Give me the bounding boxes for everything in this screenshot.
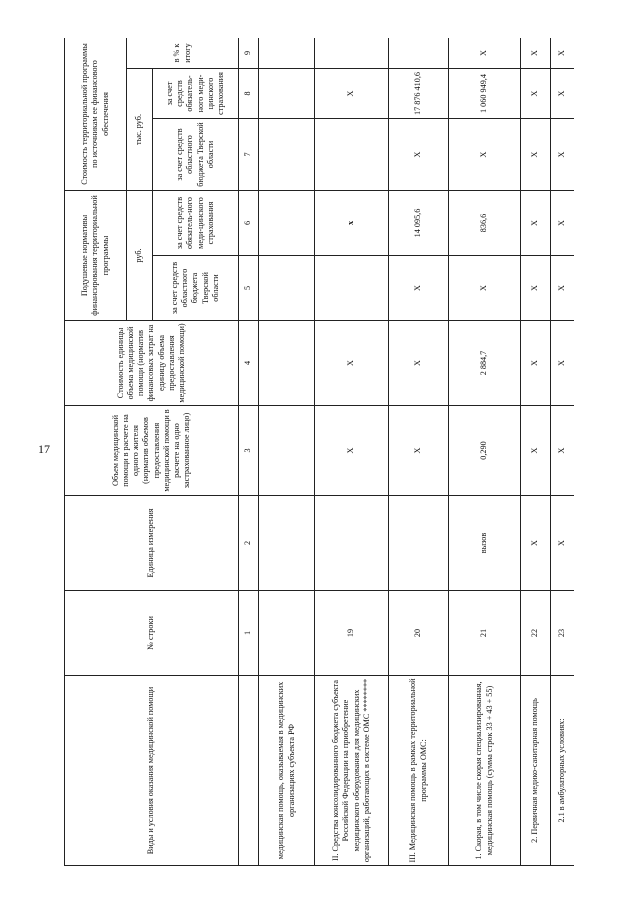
row-volume: 0,290 (449, 406, 521, 496)
row-value-budget: X (449, 119, 521, 191)
row-unit: X (551, 496, 575, 591)
row-value-oms (259, 69, 315, 119)
row-norm-budget (315, 256, 389, 321)
header-value-oms: за счет средств обязатель-ного меди-цинского страхования (153, 69, 239, 119)
header-type: Виды и условия оказания медицинской помощи (65, 676, 239, 866)
table-row (551, 38, 575, 866)
table-container (64, 38, 574, 866)
row-value-oms: X (315, 69, 389, 119)
row-type: 1. Скорая, в том числе скорая специализированная, медицинская помощь (сумма строк 33 + 43 + 55) (449, 676, 521, 866)
row-cost: X (551, 321, 575, 406)
col-number: 1 (239, 591, 259, 676)
header-value-budget: за счет средств областного бюджета Тверской области (153, 119, 239, 191)
row-percent (389, 38, 449, 69)
row-volume: X (315, 406, 389, 496)
row-value-budget (315, 119, 389, 191)
table-row (449, 38, 521, 866)
row-norm-budget (259, 256, 315, 321)
row-type: III. Медицинская помощь в рамках территориальной программы ОМС: (389, 676, 449, 866)
header-cost: Стоимость единицы объема медицинской помощи (норматив финансовых затрат на единицу объема предоставления медицинской помощи) (65, 321, 239, 406)
row-value-budget: X (389, 119, 449, 191)
row-line (259, 591, 315, 676)
rotated-page-area (64, 38, 574, 866)
col-number: 2 (239, 496, 259, 591)
row-unit (389, 496, 449, 591)
row-line: 21 (449, 591, 521, 676)
row-norm-oms: 14 095,6 (389, 191, 449, 256)
table-row (389, 38, 449, 866)
col-number: 4 (239, 321, 259, 406)
header-norm-budget: за счет средств областного бюджета Тверской области (153, 256, 239, 321)
header-rub: руб. (127, 191, 153, 321)
row-unit (259, 496, 315, 591)
row-norm-budget: X (449, 256, 521, 321)
row-line: 20 (389, 591, 449, 676)
col-number-1 (239, 676, 259, 866)
row-cost: X (389, 321, 449, 406)
row-line: 22 (521, 591, 551, 676)
row-value-oms: 1 060 949,4 (449, 69, 521, 119)
column-numbers-row (239, 38, 259, 866)
row-type: II. Средства консолидированного бюджета субъекта Российской Федерации на приобретение медицинского оборудования для медицинских организаций, работающих в системе ОМС ******** (315, 676, 389, 866)
col-number: 8 (239, 69, 259, 119)
row-type: 2.1 в амбулаторных условиях: (551, 676, 575, 866)
row-line: 19 (315, 591, 389, 676)
row-norm-budget: X (521, 256, 551, 321)
row-cost: 2 884,7 (449, 321, 521, 406)
table-row (315, 38, 389, 866)
row-percent (259, 38, 315, 69)
row-norm-oms: X (551, 191, 575, 256)
header-volume: Объем медицинской помощи в расчете на одного жителя (норматив объемов предоставления медицинской помощи в расчете на одно застрахованное лицо) (65, 406, 239, 496)
row-value-budget: X (551, 119, 575, 191)
row-norm-oms: 836,6 (449, 191, 521, 256)
header-percent: в % к итогу (127, 38, 239, 69)
row-value-budget (259, 119, 315, 191)
row-unit (315, 496, 389, 591)
row-value-oms: 17 876 410,6 (389, 69, 449, 119)
row-norm-budget: X (389, 256, 449, 321)
col-number: 9 (239, 38, 259, 69)
row-unit: X (521, 496, 551, 591)
header-row-1 (65, 38, 127, 866)
row-percent: X (449, 38, 521, 69)
table-row (259, 38, 315, 866)
header-norm-oms: за счет средств обязатель-ного меди-цинского страхования (153, 191, 239, 256)
row-volume: X (551, 406, 575, 496)
row-cost: X (521, 321, 551, 406)
row-cost: X (315, 321, 389, 406)
table-row (521, 38, 551, 866)
row-percent (315, 38, 389, 69)
row-value-oms: X (551, 69, 575, 119)
row-norm-budget: X (551, 256, 575, 321)
header-unit: Единица измерения (65, 496, 239, 591)
row-norm-oms (259, 191, 315, 256)
row-norm-oms: x (315, 191, 389, 256)
program-cost-table (64, 38, 574, 866)
row-volume (259, 406, 315, 496)
header-norms: Подушевые нормативы финансирования территориальной программы (65, 191, 127, 321)
header-line: № строки (65, 591, 239, 676)
col-number: 5 (239, 256, 259, 321)
row-percent: X (551, 38, 575, 69)
row-volume: X (521, 406, 551, 496)
header-value: Стоимость территориальной программы по источникам ее финансового обеспечения (65, 38, 127, 191)
row-cost (259, 321, 315, 406)
row-value-oms: X (521, 69, 551, 119)
col-number: 7 (239, 119, 259, 191)
row-line: 23 (551, 591, 575, 676)
row-unit: вызов (449, 496, 521, 591)
row-type: 2. Первичная медико-санитарная помощь (521, 676, 551, 866)
row-percent: X (521, 38, 551, 69)
header-thousand-rub: тыс. руб. (127, 69, 153, 191)
col-number: 6 (239, 191, 259, 256)
row-norm-oms: X (521, 191, 551, 256)
row-type: медицинская помощь, оказываемая в медицинских организациях субъекта РФ (259, 676, 315, 866)
row-value-budget: X (521, 119, 551, 191)
page-number: 17 (38, 442, 50, 456)
col-number: 3 (239, 406, 259, 496)
row-volume: X (389, 406, 449, 496)
